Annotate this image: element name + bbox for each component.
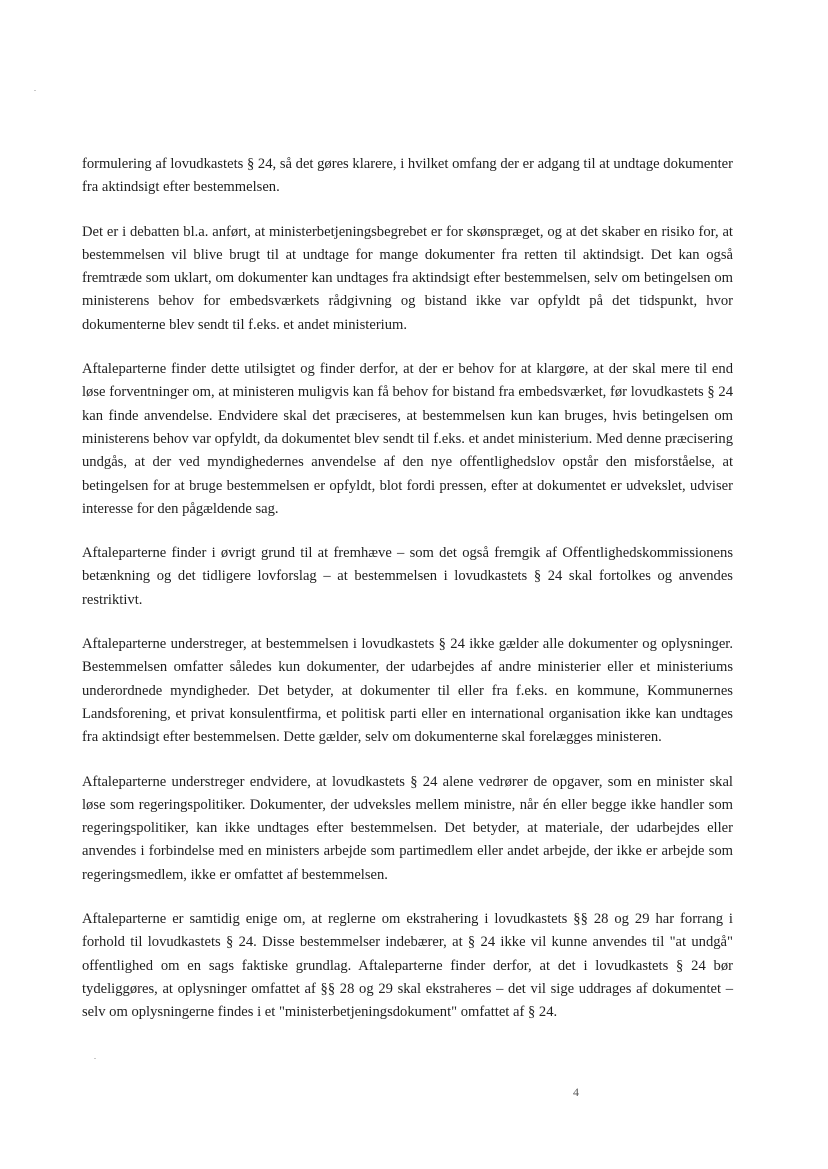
paragraph-4: Aftaleparterne finder i øvrigt grund til at fremhæve – som det også fremgik af Offentlighedskommissionens betænkning og det tidligere lovforslag – at bestemmelsen i lovudkastets § 24 skal fortolkes og anvendes restriktivt. [82, 545, 733, 608]
paragraph-7: Aftaleparterne er samtidig enige om, at reglerne om ekstrahering i lovudkastets §§ 28 og 29 har forrang i forhold til lovudkastets § 24. Disse bestemmelser indebærer, at § 24 ikke vil kunne anvendes til "at undgå" offentlighed om en sags faktiske grundlag. Aftaleparterne finder derfor, at det i lovudkastets § 24 bør tydeliggøres, at oplysninger omfattet af §§ 28 og 29 skal ekstraheres – det vil sige uddrages af dokumentet – selv om oplysningerne findes i et "ministerbetjeningsdokument" omfattet af § 24. [82, 911, 733, 1021]
paragraph-6: Aftaleparterne understreger endvidere, at lovudkastets § 24 alene vedrører de opgaver, som en minister skal løse som regeringspolitiker. Dokumenter, der udveksles mellem ministre, når én eller begge ikke handler som regeringspolitiker, kan ikke undtages efter bestemmelsen. Det betyder, at materiale, der udarbejdes eller anvendes i forbindelse med en ministers arbejde som partimedlem eller andet arbejde, der ikke er arbejde som regeringsmedlem, ikke er omfattet af bestemmelsen. [82, 773, 733, 883]
paragraph-1: formulering af lovudkastets § 24, så det gøres klarere, i hvilket omfang der er adgang til at undtage dokumenter fra aktindsigt efter bestemmelsen. [82, 156, 733, 196]
paragraph-2: Det er i debatten bl.a. anført, at ministerbetjeningsbegrebet er for skønspræget, og at det skaber en risiko for, at bestemmelsen vil blive brugt til at undtage for mange dokumenter fra retten til aktindsigt. Det kan også fremtræde som uklart, om dokumenter kan undtages fra aktindsigt efter bestemmelsen, selv om betingelsen om ministerens behov for embedsværkets rådgivning og bistand ikke var opfyldt på det tidspunkt, hvor dokumenterne blev sendt til f.eks. et andet ministerium. [82, 223, 733, 333]
scan-speck [94, 1058, 96, 1059]
paragraph-5: Aftaleparterne understreger, at bestemmelsen i lovudkastets § 24 ikke gælder alle dokumenter og oplysninger. Bestemmelsen omfatter således kun dokumenter, der udarbejdes af andre ministerier eller et ministeriums underordnede myndigheder. Det betyder, at dokumenter til eller fra f.eks. en kommune, Kommunernes Landsforening, et privat konsulentfirma, et politisk parti eller en international organisation ikke kan undtages fra aktindsigt efter bestemmelsen. Dette gælder, selv om dokumenterne skal forelægges ministeren. [82, 636, 733, 746]
document-body [82, 153, 733, 1046]
paragraph-3: Aftaleparterne finder dette utilsigtet og finder derfor, at der er behov for at klargøre, at der skal mere til end løse forventninger om, at ministeren muligvis kan få behov for bistand fra embedsværket, før lovudkastets § 24 kan finde anvendelse. Endvidere skal det præciseres, at bestemmelsen kun kan bruges, hvis betingelsen om ministerens behov var opfyldt, da dokumentet blev sendt til f.eks. et andet ministerium. Med denne præcisering undgås, at der ved myndighedernes anvendelse af den nye offentlighedslov opstår den misforståelse, at betingelsen for at bruge bestemmelsen er opfyldt, blot fordi pressen, efter at dokumentet er udvekslet, udviser interesse for den pågældende sag. [82, 361, 733, 517]
page-number: 4 [573, 1085, 579, 1099]
scan-speck [34, 90, 36, 91]
